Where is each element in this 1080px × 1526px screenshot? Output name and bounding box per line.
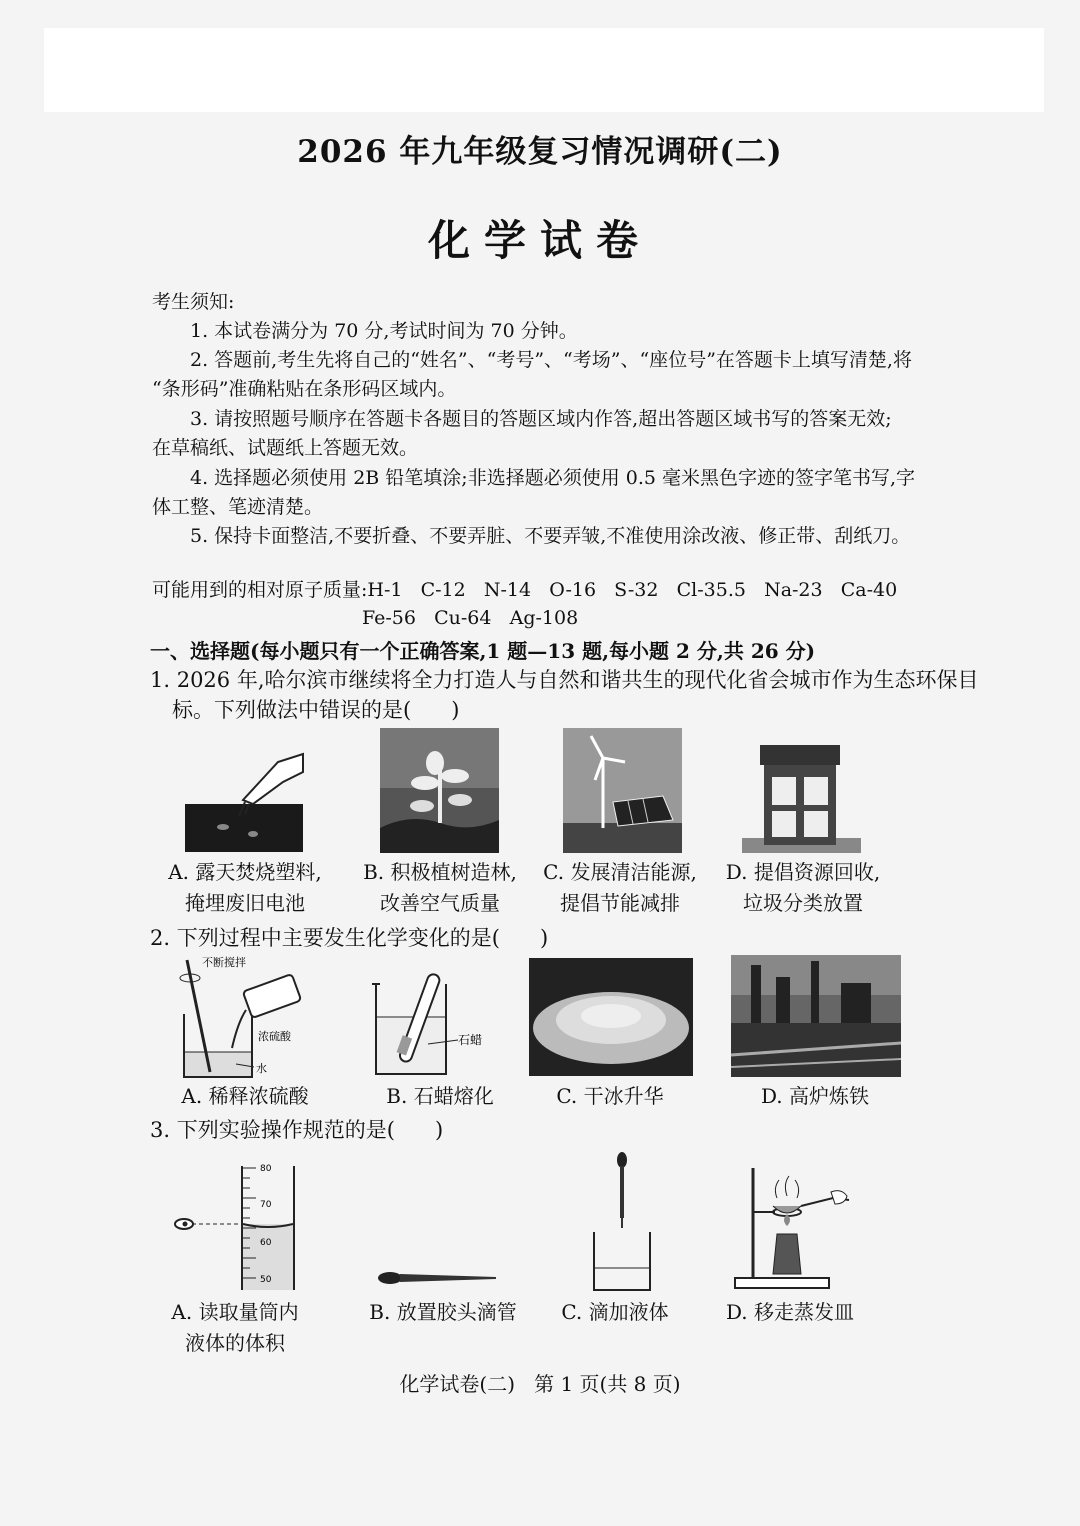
notice-heading: 考生须知: xyxy=(152,291,235,313)
blast-furnace-image xyxy=(731,955,901,1077)
subject-title: 化学试卷 xyxy=(427,216,652,265)
atomic-mass-line: Fe-56 Cu-64 Ag-108 xyxy=(362,607,579,629)
exam-title: 2026 年九年级复习情况调研(二) xyxy=(297,134,783,170)
notice-item: 在草稿纸、试题纸上答题无效。 xyxy=(152,437,419,459)
question-stem: 2. 下列过程中主要发生化学变化的是( ) xyxy=(150,926,549,950)
option-caption: B. 积极植树造林, 改善空气质量 xyxy=(363,860,517,915)
question-stem: 3. 下列实验操作规范的是( ) xyxy=(150,1118,444,1142)
scale-tick-label: 70 xyxy=(260,1200,272,1210)
scale-tick-label: 50 xyxy=(260,1275,272,1285)
notice-item: “条形码”准确粘贴在条形码区域内。 xyxy=(152,378,457,400)
graduated-cylinder-image xyxy=(170,1158,300,1293)
scale-tick-label: 80 xyxy=(260,1164,272,1174)
notice-item: 体工整、笔迹清楚。 xyxy=(152,496,324,518)
question-stem: 1. 2026 年,哈尔滨市继续将全力打造人与自然和谐共生的现代化省会城市作为生态环保目 xyxy=(150,668,979,692)
option-caption: A. 露天焚烧塑料, 掩埋废旧电池 xyxy=(168,860,322,915)
question-stem: 标。下列做法中错误的是( ) xyxy=(172,698,460,722)
burning-plastic-image xyxy=(183,752,305,854)
stir-label: 不断搅拌 xyxy=(202,956,246,969)
wax-melting-image xyxy=(370,962,490,1080)
atomic-mass-line: 可能用到的相对原子质量:H-1 C-12 N-14 O-16 S-32 Cl-35.5 Na-23 Ca-40 xyxy=(152,579,898,601)
option-caption: C. 滴加液体 xyxy=(561,1300,669,1324)
adding-liquid-image xyxy=(586,1150,656,1292)
option-caption: D. 提倡资源回收, 垃圾分类放置 xyxy=(725,860,881,915)
option-caption: D. 移走蒸发皿 xyxy=(725,1300,855,1324)
scale-tick-label: 60 xyxy=(260,1238,272,1248)
option-caption: C. 干冰升华 xyxy=(556,1084,664,1108)
recycling-bin-image xyxy=(742,743,861,853)
notice-item: 1. 本试卷满分为 70 分,考试时间为 70 分钟。 xyxy=(190,320,578,342)
acid-label: 浓硫酸 xyxy=(258,1030,291,1043)
option-caption: C. 发展清洁能源, 提倡节能减排 xyxy=(543,860,697,915)
wax-label: 石蜡 xyxy=(458,1033,483,1047)
section-heading: 一、选择题(每小题只有一个正确答案,1 题—13 题,每小题 2 分,共 26 分) xyxy=(150,639,816,663)
notice-item: 5. 保持卡面整洁,不要折叠、不要弄脏、不要弄皱,不准使用涂改液、修正带、刮纸刀。 xyxy=(190,525,911,547)
option-caption: B. 放置胶头滴管 xyxy=(369,1300,517,1324)
clean-energy-image xyxy=(563,728,682,853)
tree-planting-image xyxy=(380,728,499,853)
option-caption: B. 石蜡熔化 xyxy=(386,1084,494,1108)
dilute-sulfuric-acid-image xyxy=(172,952,312,1082)
dropper-on-table-image xyxy=(372,1268,502,1288)
blank-top-band xyxy=(44,28,1044,112)
option-caption: A. 读取量筒内 液体的体积 xyxy=(171,1300,299,1355)
water-label: 水 xyxy=(256,1062,267,1075)
option-caption: A. 稀释浓硫酸 xyxy=(181,1084,309,1108)
page-footer: 化学试卷(二) 第 1 页(共 8 页) xyxy=(399,1372,681,1396)
notice-item: 2. 答题前,考生先将自己的“姓名”、“考号”、“考场”、“座位号”在答题卡上填写清楚,将 xyxy=(190,349,912,371)
notice-item: 3. 请按照题号顺序在答题卡各题目的答题区域内作答,超出答题区域书写的答案无效; xyxy=(190,408,892,430)
option-caption: D. 高炉炼铁 xyxy=(760,1084,870,1108)
dry-ice-sublimation-image xyxy=(529,958,693,1076)
evaporating-dish-image xyxy=(733,1162,853,1290)
notice-item: 4. 选择题必须使用 2B 铅笔填涂;非选择题必须使用 0.5 毫米黑色字迹的签字笔书写,字 xyxy=(190,467,916,489)
